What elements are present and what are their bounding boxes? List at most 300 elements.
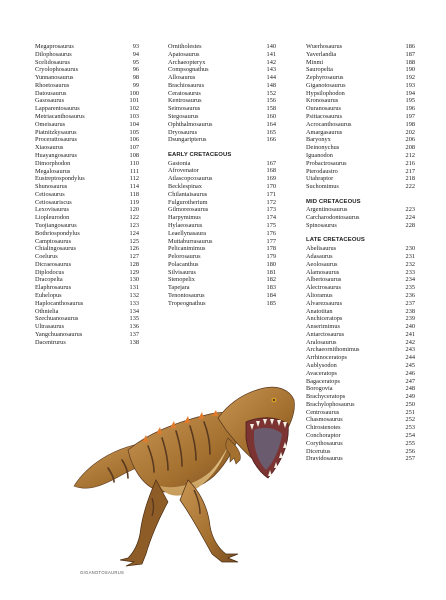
page-number: 243 bbox=[405, 346, 415, 354]
index-entry bbox=[306, 51, 415, 59]
index-entry bbox=[168, 191, 276, 199]
page-number: 176 bbox=[266, 229, 276, 237]
entry-name: Ultrasaurus bbox=[35, 323, 65, 331]
index-entry bbox=[306, 175, 415, 183]
page-number: 142 bbox=[266, 58, 276, 66]
page-number: 248 bbox=[405, 385, 415, 393]
index-entry bbox=[35, 90, 139, 98]
index-entry bbox=[306, 315, 415, 323]
entry-name: Leaellynasaura bbox=[168, 229, 207, 237]
page-number: 186 bbox=[405, 43, 415, 50]
entry-name: Tapejara bbox=[168, 284, 190, 292]
entry-name: Abelisaurus bbox=[306, 245, 337, 253]
index-entry bbox=[306, 222, 415, 230]
page-number: 156 bbox=[266, 97, 276, 105]
index-entry bbox=[168, 90, 276, 98]
index-entry bbox=[306, 105, 415, 113]
page-number: 206 bbox=[405, 136, 415, 144]
entry-name: Kentrosaurus bbox=[168, 97, 202, 105]
page-number: 168 bbox=[266, 167, 276, 175]
entry-name: Cetiosaurus bbox=[35, 190, 65, 198]
entry-name: Eustreptospondylus bbox=[35, 175, 85, 183]
section-heading: EARLY CRETACEOUS bbox=[168, 151, 232, 158]
page-number: 181 bbox=[266, 268, 276, 276]
entry-name: Chilantaisaurus bbox=[168, 190, 208, 198]
index-entry bbox=[35, 51, 139, 59]
index-entry bbox=[306, 152, 415, 160]
entry-name: Elaphrosaurus bbox=[35, 284, 72, 292]
index-entry bbox=[35, 276, 139, 284]
entry-name: Dracopelta bbox=[35, 276, 63, 284]
page-number: 103 bbox=[129, 113, 139, 121]
index-entry bbox=[168, 113, 276, 121]
entry-name: Silvisaurus bbox=[168, 268, 196, 276]
page-number: 252 bbox=[405, 416, 415, 424]
index-entry bbox=[35, 292, 139, 300]
page-number: 232 bbox=[405, 260, 415, 268]
page-number: 224 bbox=[405, 214, 415, 222]
entry-name: Anatotitan bbox=[306, 307, 333, 315]
index-entry bbox=[35, 315, 139, 323]
index-entry bbox=[306, 331, 415, 339]
index-entry bbox=[168, 66, 276, 74]
entry-name: Alvarezsaurus bbox=[306, 299, 343, 307]
entry-name: Giganotosaurus bbox=[306, 81, 346, 89]
entry-name: Deinonychus bbox=[306, 144, 340, 152]
entry-name: Corythosaurus bbox=[306, 439, 343, 447]
page-number: 177 bbox=[266, 237, 276, 245]
entry-name: Gastonia bbox=[168, 159, 191, 167]
page-number: 148 bbox=[266, 81, 276, 89]
page-number: 182 bbox=[266, 276, 276, 284]
page-number: 217 bbox=[405, 167, 415, 175]
index-entry bbox=[306, 245, 415, 253]
entry-name: Atlascopcosaurus bbox=[168, 175, 213, 183]
page-number: 114 bbox=[129, 183, 139, 191]
entry-name: Bagaceratops bbox=[306, 377, 340, 385]
page-number: 253 bbox=[405, 424, 415, 432]
index-entry bbox=[306, 43, 415, 51]
page-number: 180 bbox=[266, 260, 276, 268]
entry-name: Conchoraptor bbox=[306, 432, 341, 439]
index-entry bbox=[168, 214, 276, 222]
entry-name: Bothriospondylus bbox=[35, 229, 80, 237]
index-entry bbox=[306, 308, 415, 316]
page-number: 119 bbox=[129, 198, 139, 206]
index-entry bbox=[306, 300, 415, 308]
giganotosaurus-illustration bbox=[68, 368, 298, 573]
index-entry bbox=[306, 284, 415, 292]
entry-name: Cryolophosaurus bbox=[35, 66, 79, 74]
page-number: 190 bbox=[405, 66, 415, 74]
page-number: 126 bbox=[129, 245, 139, 253]
index-entry bbox=[35, 113, 139, 121]
entry-name: Borogovia bbox=[306, 385, 333, 393]
index-entry bbox=[35, 183, 139, 191]
entry-name: Brachiosaurus bbox=[168, 81, 205, 89]
index-entry bbox=[306, 385, 415, 393]
index-entry bbox=[35, 214, 139, 222]
index-entry bbox=[168, 269, 276, 277]
page-number: 251 bbox=[405, 408, 415, 416]
entry-name: Coelurus bbox=[35, 253, 58, 261]
index-entry bbox=[168, 160, 276, 168]
entry-name: Baryonyx bbox=[306, 136, 331, 144]
page-number: 197 bbox=[405, 113, 415, 121]
page-number: 188 bbox=[405, 58, 415, 66]
entry-name: Stegosaurus bbox=[168, 113, 199, 121]
page-number: 104 bbox=[129, 120, 139, 128]
entry-name: Dicraeosaurus bbox=[35, 260, 72, 268]
page-number: 174 bbox=[266, 214, 276, 222]
index-entry bbox=[35, 222, 139, 230]
entry-name: Iguanodon bbox=[306, 151, 333, 159]
page-number: 111 bbox=[130, 167, 139, 175]
page-number: 231 bbox=[405, 253, 415, 261]
page-number: 160 bbox=[266, 113, 276, 121]
entry-name: Cetiosauriscus bbox=[35, 198, 72, 206]
index-entry bbox=[306, 160, 415, 168]
page-number: 178 bbox=[266, 245, 276, 253]
index-entry bbox=[168, 276, 276, 284]
entry-name: Lexovisaurus bbox=[35, 206, 69, 214]
index-entry bbox=[168, 199, 276, 207]
index-entry bbox=[168, 167, 276, 175]
page-number: 141 bbox=[266, 50, 276, 58]
page-number: 194 bbox=[405, 89, 415, 97]
index-entry bbox=[168, 105, 276, 113]
index-entry bbox=[306, 416, 415, 424]
page-number: 236 bbox=[405, 291, 415, 299]
entry-name: Rhoetosaurus bbox=[35, 81, 70, 89]
entry-name: Alioramus bbox=[306, 291, 333, 299]
index-entry bbox=[35, 245, 139, 253]
index-entry bbox=[168, 129, 276, 137]
entry-name: Scelidosaurus bbox=[35, 58, 70, 66]
index-entry bbox=[35, 129, 139, 137]
entry-name: Archaeopteryx bbox=[168, 58, 206, 66]
index-entry bbox=[306, 393, 415, 401]
page-number: 237 bbox=[405, 299, 415, 307]
index-entry bbox=[35, 238, 139, 246]
entry-name: Acrocanthosaurus bbox=[306, 120, 352, 128]
entry-name: Yangchuanosaurus bbox=[35, 330, 83, 338]
page-number: 244 bbox=[405, 354, 415, 362]
entry-name: Huayangosaurus bbox=[35, 151, 77, 159]
page-number: 99 bbox=[132, 81, 139, 89]
index-entry bbox=[35, 308, 139, 316]
entry-name: Spinosaurus bbox=[306, 221, 337, 229]
entry-name: Alectrosaurus bbox=[306, 284, 341, 292]
entry-name: Brachyceratops bbox=[306, 393, 346, 401]
page-number: 138 bbox=[129, 338, 139, 346]
entry-name: Zephyrosaurus bbox=[306, 74, 344, 82]
page-number: 101 bbox=[129, 97, 139, 105]
index-entry bbox=[168, 261, 276, 269]
page-number: 184 bbox=[266, 291, 276, 299]
index-entry bbox=[306, 129, 415, 137]
entry-name: Avaceratops bbox=[306, 369, 338, 377]
index-entry bbox=[35, 206, 139, 214]
page-number: 187 bbox=[405, 50, 415, 58]
index-entry bbox=[168, 175, 276, 183]
index-entry bbox=[35, 66, 139, 74]
entry-name: Compsognathus bbox=[168, 66, 209, 74]
page-number: 130 bbox=[129, 276, 139, 284]
index-entry bbox=[168, 245, 276, 253]
page-number: 257 bbox=[405, 455, 415, 463]
page-number: 125 bbox=[129, 237, 139, 245]
entry-name: Dicerutus bbox=[306, 447, 331, 455]
entry-name: Omeisaurus bbox=[35, 120, 66, 128]
index-entry bbox=[35, 230, 139, 238]
page-number: 179 bbox=[266, 253, 276, 261]
page-number: 106 bbox=[129, 136, 139, 144]
index-entry bbox=[306, 409, 415, 417]
entry-name: Probactrosaurus bbox=[306, 159, 347, 167]
entry-name: Metriacanthosaurus bbox=[35, 113, 85, 121]
page-number: 183 bbox=[266, 284, 276, 292]
index-entry bbox=[306, 432, 415, 440]
page-number: 167 bbox=[266, 159, 276, 167]
page-number: 195 bbox=[405, 97, 415, 105]
index-entry bbox=[306, 440, 415, 448]
page-number: 127 bbox=[129, 253, 139, 261]
index-entry bbox=[168, 300, 276, 308]
index-entry bbox=[168, 136, 276, 144]
index-entry bbox=[35, 74, 139, 82]
page-number: 123 bbox=[129, 221, 139, 229]
entry-name: Ornitholestes bbox=[168, 43, 202, 50]
entry-name: Shunosaurus bbox=[35, 183, 68, 191]
entry-name: Apatosaurus bbox=[168, 50, 200, 58]
page-number: 247 bbox=[405, 377, 415, 385]
index-entry bbox=[306, 346, 415, 354]
page-number: 196 bbox=[405, 105, 415, 113]
index-entry bbox=[168, 74, 276, 82]
page-number: 250 bbox=[405, 400, 415, 408]
index-entry bbox=[35, 199, 139, 207]
page-number: 185 bbox=[266, 299, 276, 307]
index-entry bbox=[306, 59, 415, 67]
page-number: 137 bbox=[129, 330, 139, 338]
entry-name: Psittacosaurus bbox=[306, 113, 343, 121]
index-entry bbox=[168, 97, 276, 105]
entry-name: Tenontosaurus bbox=[168, 291, 205, 299]
spacer bbox=[306, 191, 415, 199]
entry-name: Fulgurotherium bbox=[168, 198, 208, 206]
entry-name: Ceratosaurus bbox=[168, 89, 201, 97]
page-number: 202 bbox=[405, 128, 415, 136]
page-number: 254 bbox=[405, 432, 415, 439]
index-entry bbox=[168, 51, 276, 59]
entry-name: Gilmoreosaurus bbox=[168, 206, 209, 214]
entry-name: Alamosaurus bbox=[306, 268, 340, 276]
entry-name: Becklespinax bbox=[168, 183, 202, 191]
page-number: 235 bbox=[405, 284, 415, 292]
index-entry bbox=[306, 113, 415, 121]
index-entry bbox=[35, 43, 139, 51]
entry-name: Pterodaustro bbox=[306, 167, 338, 175]
index-entry bbox=[306, 378, 415, 386]
page-number: 198 bbox=[405, 120, 415, 128]
index-entry bbox=[35, 339, 139, 347]
index-entry bbox=[35, 105, 139, 113]
page-number: 133 bbox=[129, 299, 139, 307]
index-entry bbox=[35, 152, 139, 160]
page-number: 218 bbox=[405, 175, 415, 183]
section-heading: MID CRETACEOUS bbox=[306, 198, 361, 205]
entry-name: Minmi bbox=[306, 58, 324, 66]
page-number: 228 bbox=[405, 221, 415, 229]
index-entry bbox=[306, 82, 415, 90]
index-entry bbox=[35, 97, 139, 105]
page-number: 169 bbox=[266, 175, 276, 183]
page-number: 98 bbox=[132, 74, 139, 82]
index-entry bbox=[306, 424, 415, 432]
page-number: 239 bbox=[405, 315, 415, 323]
entry-name: Afrovenator bbox=[168, 167, 199, 175]
index-entry bbox=[168, 43, 276, 51]
entry-name: Dacentrurus bbox=[35, 338, 66, 346]
index-entry bbox=[35, 59, 139, 67]
page-number: 242 bbox=[405, 338, 415, 346]
entry-name: Haplocanthosaurus bbox=[35, 299, 84, 307]
spacer bbox=[306, 230, 415, 238]
page-number: 93 bbox=[132, 43, 139, 50]
entry-name: Sauropelta bbox=[306, 66, 333, 74]
index-entry bbox=[35, 144, 139, 152]
entry-name: Hypsilophodon bbox=[306, 89, 345, 97]
page-number: 94 bbox=[132, 50, 139, 58]
page-number: 192 bbox=[405, 74, 415, 82]
page-number: 108 bbox=[129, 151, 139, 159]
page-number: 132 bbox=[129, 292, 139, 299]
index-entry bbox=[306, 253, 415, 261]
index-entry bbox=[35, 168, 139, 176]
index-entry bbox=[306, 354, 415, 362]
entry-name: Hylaeosaurus bbox=[168, 221, 203, 229]
page-number: 152 bbox=[266, 89, 276, 97]
page-number: 245 bbox=[405, 361, 415, 369]
index-entry bbox=[168, 82, 276, 90]
page-number: 166 bbox=[266, 136, 276, 144]
index-entry bbox=[306, 276, 415, 284]
entry-name: Megalosaurus bbox=[35, 167, 71, 175]
index-entry bbox=[35, 300, 139, 308]
index-entry bbox=[35, 160, 139, 168]
page-number: 171 bbox=[266, 190, 276, 198]
index-entry bbox=[306, 90, 415, 98]
index-entry bbox=[35, 253, 139, 261]
entry-name: Chialingosaurus bbox=[35, 245, 76, 253]
entry-name: Megaprosaurus bbox=[35, 43, 74, 50]
index-entry bbox=[35, 136, 139, 144]
entry-name: Dimorphodon bbox=[35, 159, 71, 167]
entry-name: Dryosaurus bbox=[168, 128, 198, 136]
entry-name: Procerattosaurus bbox=[35, 136, 77, 144]
index-entry bbox=[306, 144, 415, 152]
entry-name: Carcharodontosaurus bbox=[306, 214, 360, 222]
page-number: 96 bbox=[132, 66, 139, 74]
index-entry bbox=[306, 261, 415, 269]
entry-name: Utahraptor bbox=[306, 175, 334, 183]
page-number: 233 bbox=[405, 268, 415, 276]
page-number: 110 bbox=[129, 159, 139, 167]
index-entry bbox=[168, 292, 276, 300]
entry-name: Liopleurodon bbox=[35, 214, 70, 222]
entry-name: Szechuanosaurus bbox=[35, 315, 79, 323]
index-entry bbox=[306, 455, 415, 463]
page-number: 120 bbox=[129, 206, 139, 214]
index-entry bbox=[306, 183, 415, 191]
index-entry bbox=[306, 362, 415, 370]
entry-name: Dsungaripterus bbox=[168, 136, 207, 144]
entry-name: Camptosaurus bbox=[35, 237, 72, 245]
entry-name: Tuojiangosaurus bbox=[35, 221, 77, 229]
entry-name: Ophthalmosaurus bbox=[168, 120, 213, 128]
entry-name: Pelorosaurus bbox=[168, 253, 201, 261]
page-number: 223 bbox=[405, 206, 415, 214]
entry-name: Muttaburrasaurus bbox=[168, 237, 213, 245]
page-number: 144 bbox=[266, 74, 276, 82]
page-number: 193 bbox=[405, 81, 415, 89]
page-number: 131 bbox=[129, 284, 139, 292]
entry-name: Pelicanimimus bbox=[168, 245, 206, 253]
index-entry bbox=[306, 121, 415, 129]
page-number: 222 bbox=[405, 183, 415, 191]
entry-name: Yaverlandia bbox=[306, 50, 337, 58]
page-number: 134 bbox=[129, 307, 139, 315]
entry-name: Adasaurus bbox=[306, 253, 333, 261]
entry-name: Brachylophosaurus bbox=[306, 400, 355, 408]
page-number: 129 bbox=[129, 268, 139, 276]
page-number: 230 bbox=[405, 245, 415, 253]
index-entry bbox=[306, 136, 415, 144]
entry-name: Seimosaurus bbox=[168, 105, 201, 113]
index-column-3 bbox=[306, 43, 415, 463]
page-number: 135 bbox=[129, 315, 139, 323]
index-entry bbox=[168, 121, 276, 129]
index-entry bbox=[35, 269, 139, 277]
entry-name: Polacanthus bbox=[168, 260, 199, 268]
page-number: 172 bbox=[266, 198, 276, 206]
entry-name: Allosaurus bbox=[168, 74, 196, 82]
illustration-credit: GIGANOTOSAURUS bbox=[80, 570, 125, 575]
entry-name: Ouranosaurus bbox=[306, 105, 341, 113]
page-number: 212 bbox=[405, 151, 415, 159]
entry-name: Datousaurus bbox=[35, 89, 67, 97]
entry-name: Antarctosaurus bbox=[306, 330, 345, 338]
page-number: 158 bbox=[266, 105, 276, 113]
page-number: 107 bbox=[129, 144, 139, 152]
entry-name: Othnielia bbox=[35, 307, 59, 315]
page-number: 100 bbox=[129, 89, 139, 97]
entry-name: Stenopelix bbox=[168, 276, 195, 284]
index-entry bbox=[168, 183, 276, 191]
entry-name: Amargasaurus bbox=[306, 128, 343, 136]
page-number: 216 bbox=[405, 159, 415, 167]
page-number: 238 bbox=[405, 307, 415, 315]
index-entry bbox=[168, 206, 276, 214]
section-heading: LATE CRETACEOUS bbox=[306, 237, 365, 244]
index-entry bbox=[35, 175, 139, 183]
index-entry bbox=[35, 191, 139, 199]
page-number: 140 bbox=[266, 43, 276, 50]
entry-name: Lapparentosaurus bbox=[35, 105, 80, 113]
page-number: 240 bbox=[405, 323, 415, 331]
entry-name: Albertosaurus bbox=[306, 276, 342, 284]
